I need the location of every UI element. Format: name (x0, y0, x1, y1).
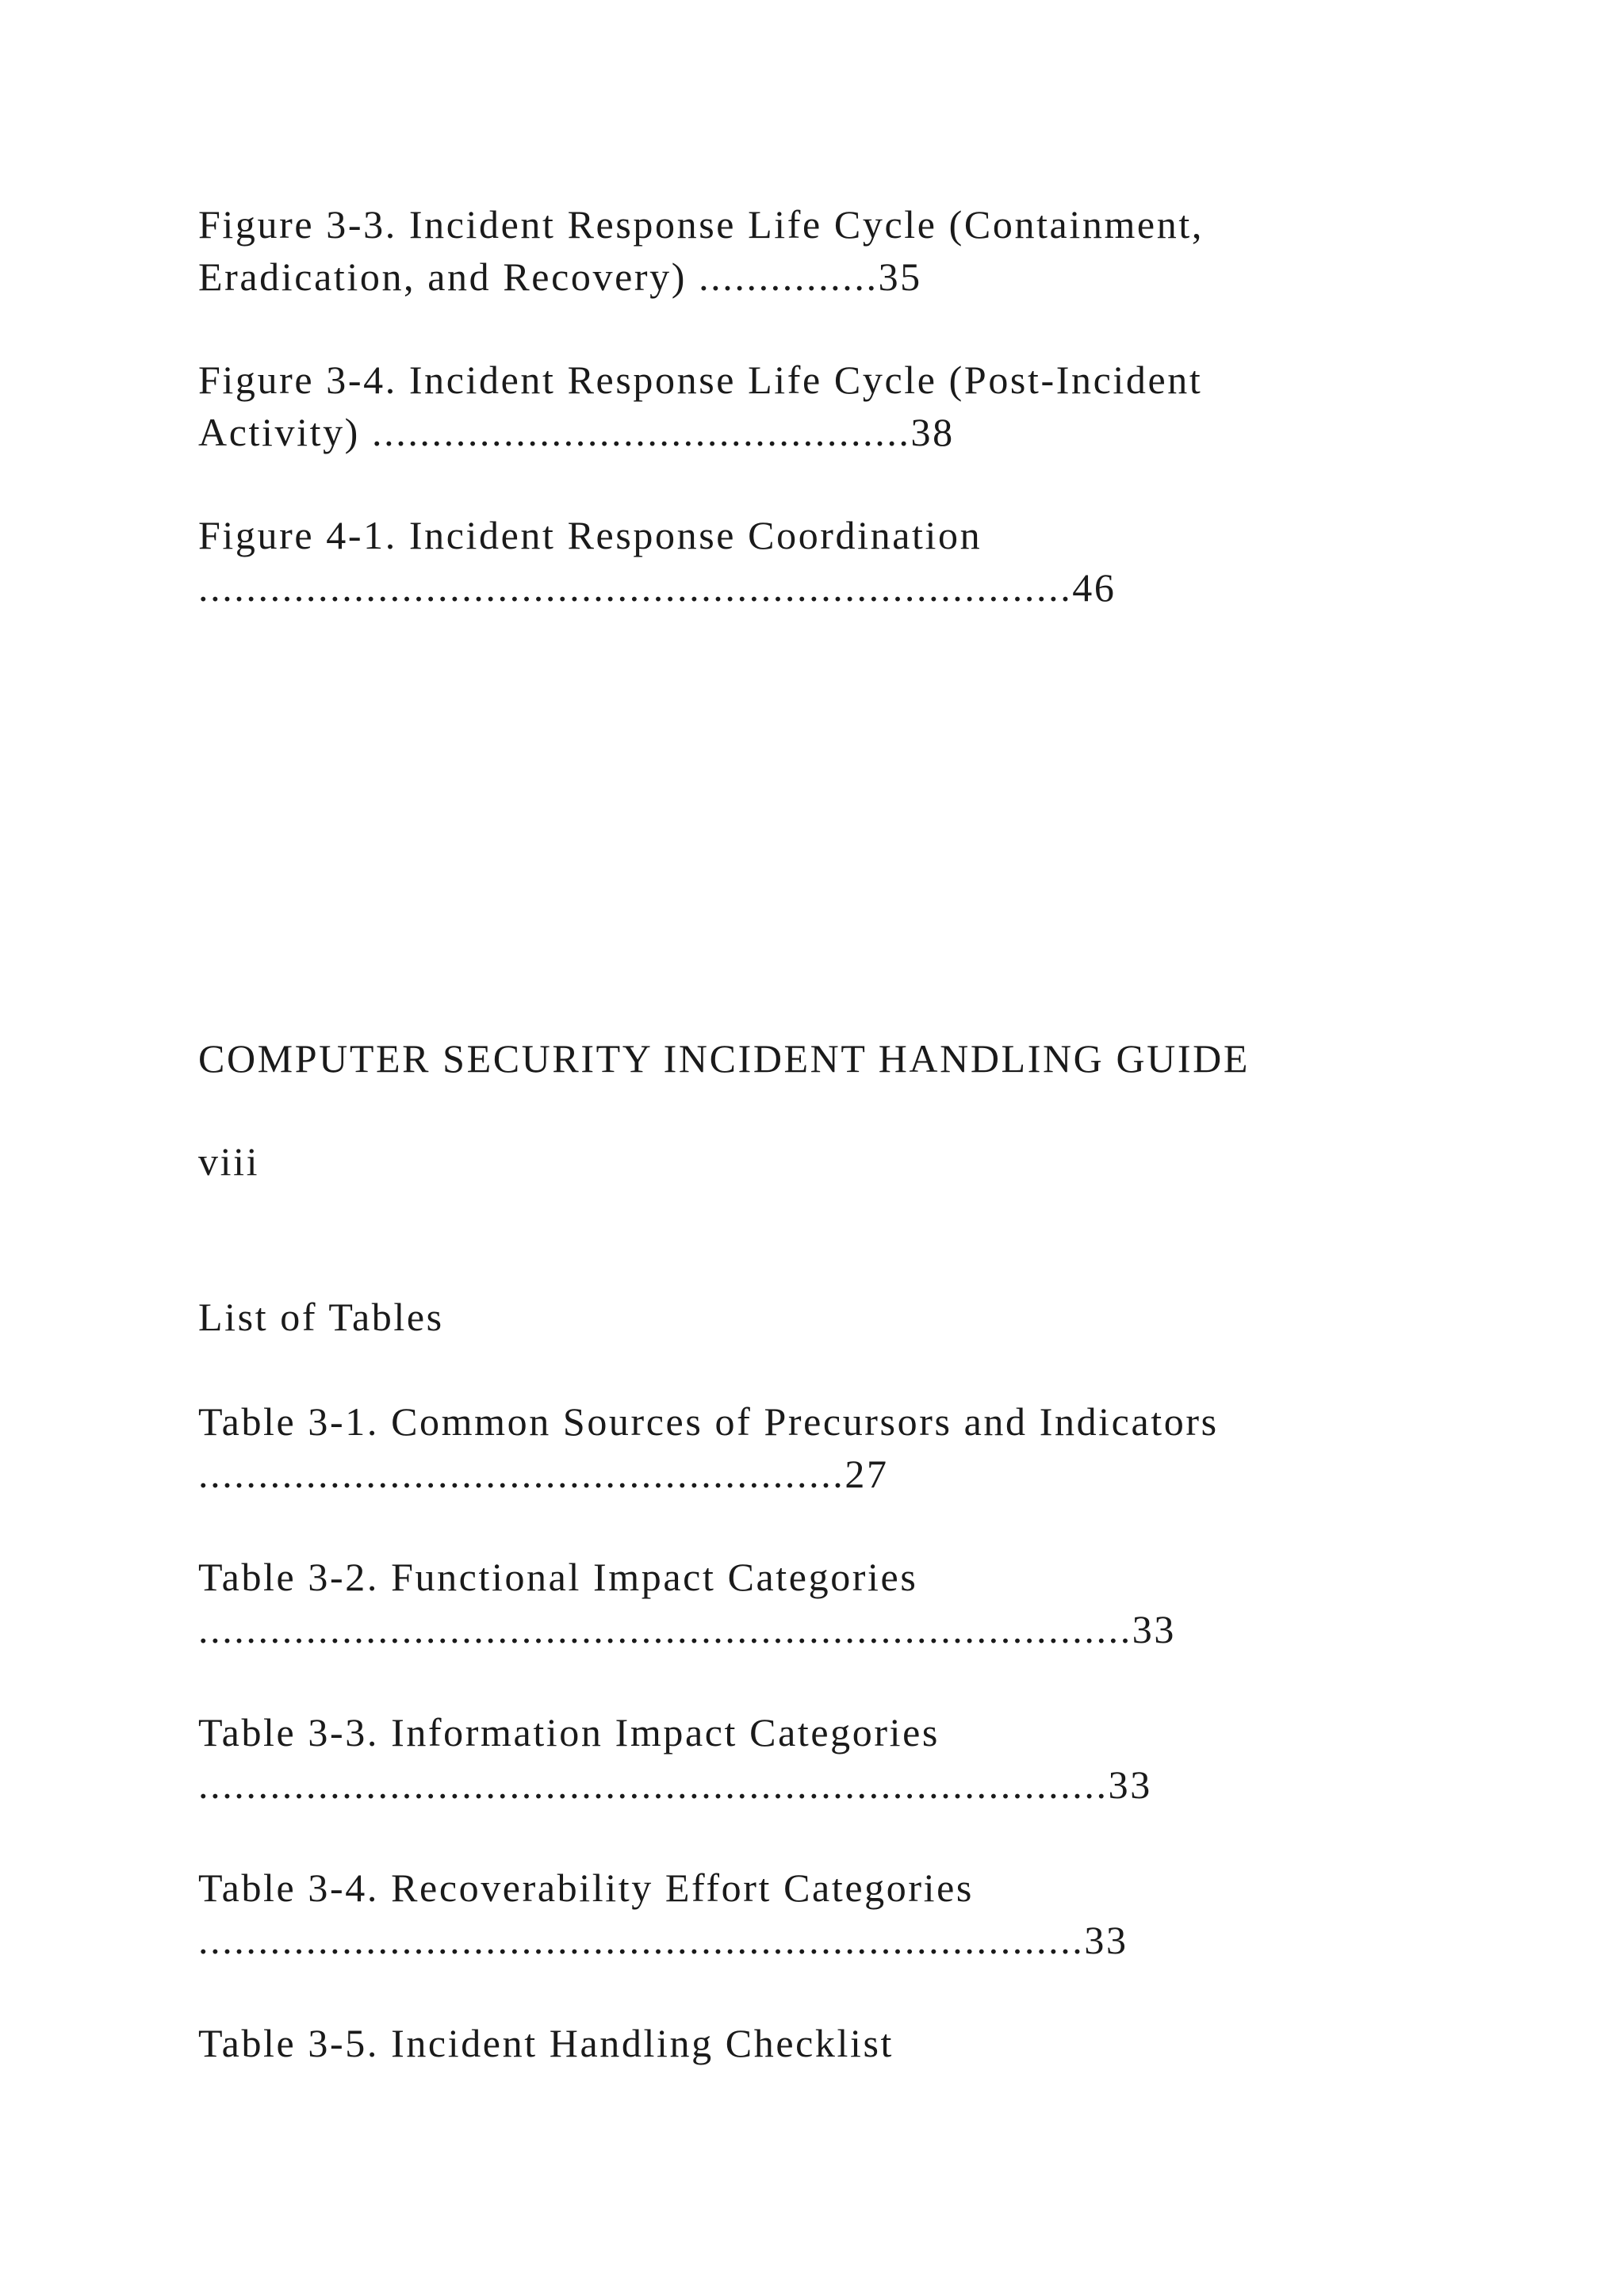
table-3-4-leader: ..........................................................................33 (198, 1918, 1128, 1962)
figure-3-3-leader: Eradication, and Recovery) ...............35 (198, 254, 922, 299)
figure-4-1-title: Figure 4-1. Incident Response Coordination (198, 513, 982, 557)
table-3-1-leader: ......................................................27 (198, 1452, 889, 1496)
table-3-1-title: Table 3-1. Common Sources of Precursors and Indicators (198, 1399, 1219, 1444)
page-number: viii (198, 1139, 260, 1184)
figure-3-4-title: Figure 3-4. Incident Response Life Cycle (Post-Incident (198, 358, 1203, 402)
table-3-3-leader: ............................................................................33 (198, 1762, 1152, 1807)
table-3-2-leader: ..............................................................................33 (198, 1607, 1176, 1651)
table-3-4-title: Table 3-4. Recoverability Effort Categories (198, 1866, 974, 1910)
table-3-2-title: Table 3-2. Functional Impact Categories (198, 1555, 918, 1599)
table-3-3-title: Table 3-3. Information Impact Categories (198, 1710, 940, 1755)
list-of-tables-heading: List of Tables (198, 1295, 444, 1339)
figure-4-1-leader: .........................................................................46 (198, 565, 1116, 610)
running-header-title: COMPUTER SECURITY INCIDENT HANDLING GUIDE (198, 1036, 1250, 1081)
table-3-5-title: Table 3-5. Incident Handling Checklist (198, 2021, 894, 2065)
figure-3-4-leader: Activity) .............................................38 (198, 410, 955, 454)
figure-3-3-title: Figure 3-3. Incident Response Life Cycle (Containment, (198, 202, 1204, 247)
